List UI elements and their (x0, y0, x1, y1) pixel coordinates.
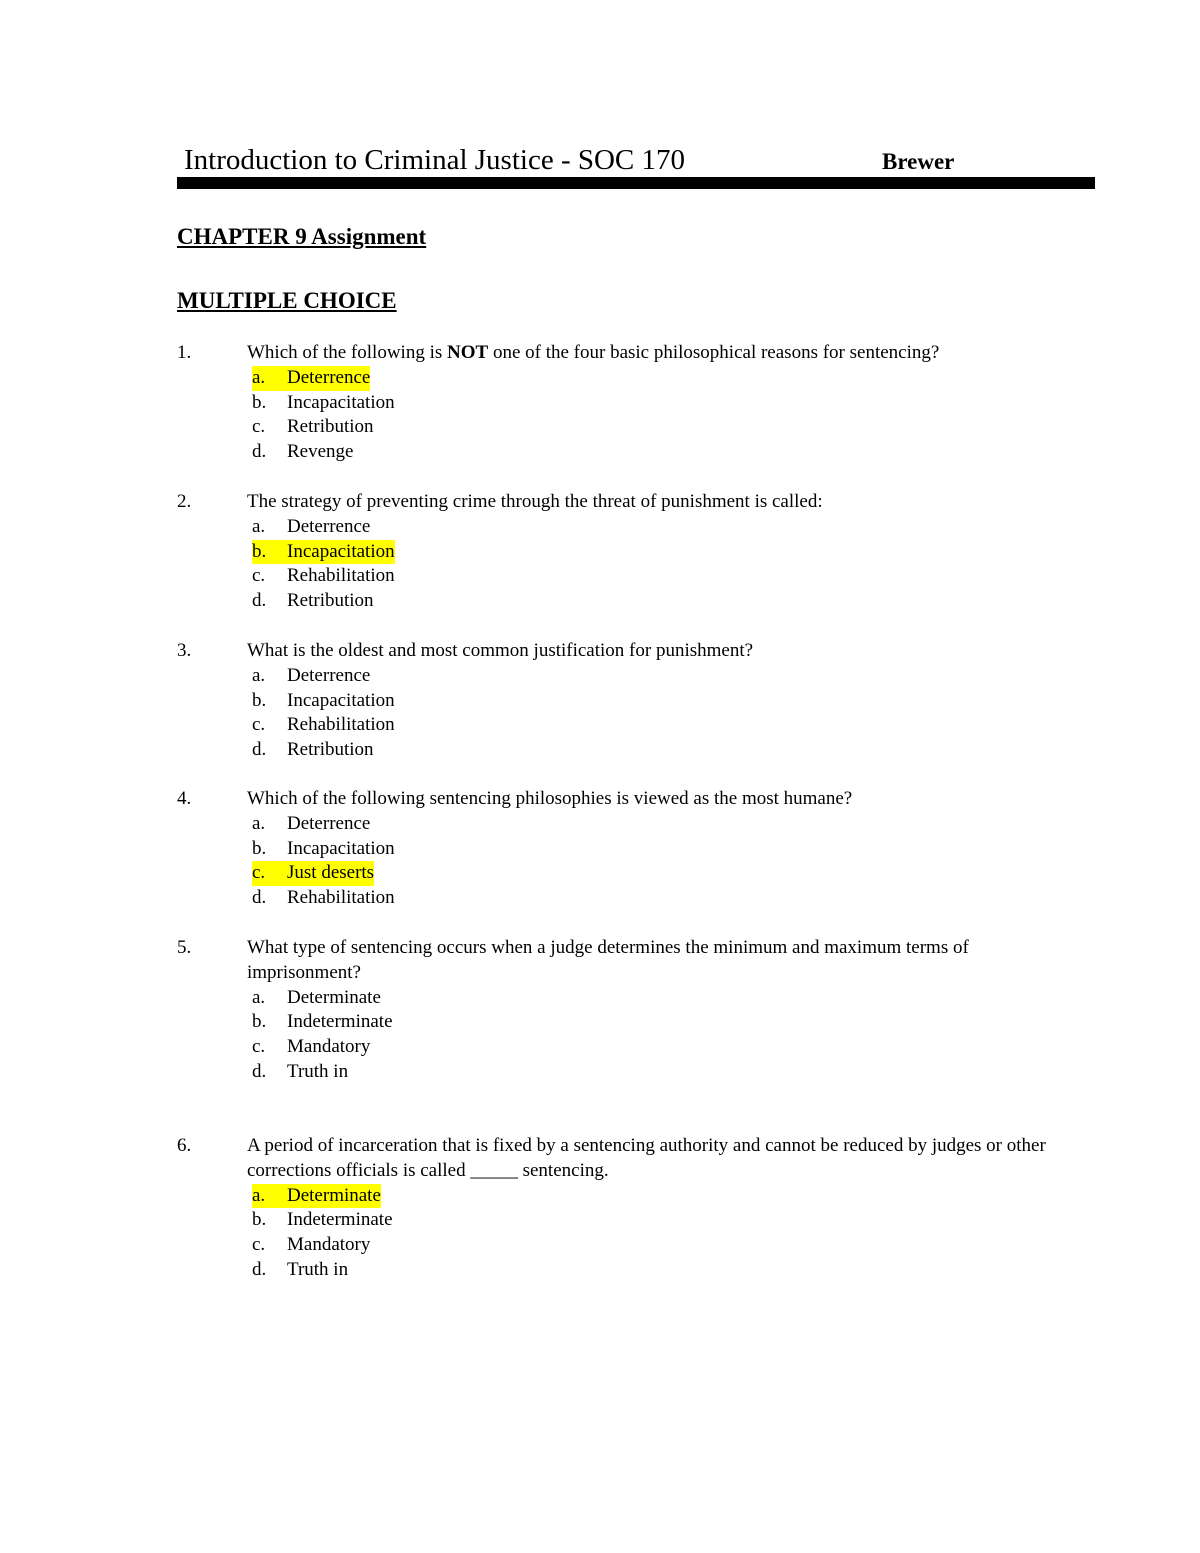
answer-option-c (252, 415, 1095, 440)
question-number: 4. (177, 788, 192, 809)
option-text: Rehabilitation (287, 565, 395, 587)
option-text: Indeterminate (287, 1209, 393, 1231)
option-text: Truth in (287, 1258, 349, 1280)
option-letter: b. (252, 689, 267, 711)
question-3 (177, 639, 1095, 763)
option-letter: d. (252, 1258, 267, 1280)
option-text: Deterrence (287, 812, 371, 834)
answer-option-a (252, 515, 1095, 540)
option-text: Deterrence (287, 515, 371, 537)
option-text: Rehabilitation (287, 714, 395, 736)
question-1 (177, 341, 1095, 465)
question-text-start: Which of the following is (247, 342, 447, 363)
answer-option-a (252, 986, 1095, 1011)
option-text: Rehabilitation (287, 887, 395, 909)
question-text: The strategy of preventing crime through the threat of punishment is called: (247, 491, 823, 512)
question-6 (177, 1134, 1095, 1283)
option-letter: d. (252, 887, 267, 909)
answer-option-d (252, 589, 1095, 614)
option-text: Determinate (287, 986, 381, 1008)
option-text: Retribution (287, 739, 374, 761)
question-number: 2. (177, 491, 192, 512)
answer-option-c (252, 1035, 1095, 1060)
option-letter: c. (252, 861, 287, 886)
question-text: What type of sentencing occurs when a judge determines the minimum and maximum terms of imprisonment? (247, 937, 969, 983)
option-letter: a. (252, 986, 266, 1008)
answer-option-d (252, 886, 1095, 911)
answer-option-c (252, 713, 1095, 738)
option-letter: c. (252, 1036, 266, 1058)
option-text: Incapacitation (287, 391, 395, 413)
answer-option-a (252, 1184, 1095, 1209)
answer-option-b (252, 540, 1095, 565)
chapter-heading: CHAPTER 9 Assignment (177, 224, 427, 249)
instructor-name: Brewer (882, 149, 955, 174)
option-letter: c. (252, 714, 266, 736)
answer-option-b (252, 391, 1095, 416)
question-number: 6. (177, 1135, 192, 1156)
answer-option-c (252, 564, 1095, 589)
option-letter: d. (252, 441, 267, 463)
option-text: Mandatory (287, 1234, 371, 1256)
option-text: Indeterminate (287, 1011, 393, 1033)
answer-option-d (252, 440, 1095, 465)
question-text: A period of incarceration that is fixed by a sentencing authority and cannot be reduced by judges or other corrections officials is called _____ sentencing. (247, 1135, 1046, 1181)
question-4 (177, 787, 1095, 911)
question-5 (177, 936, 1095, 1085)
option-letter: d. (252, 1060, 267, 1082)
question-text: What is the oldest and most common justification for punishment? (247, 640, 754, 661)
section-heading: MULTIPLE CHOICE (177, 288, 397, 313)
option-text: Determinate (287, 1184, 381, 1209)
document-header (177, 138, 1095, 182)
option-letter: b. (252, 391, 267, 413)
option-letter: c. (252, 565, 266, 587)
question-text (247, 341, 1087, 366)
option-letter: c. (252, 1234, 266, 1256)
option-text: Incapacitation (287, 837, 395, 859)
answer-option-d (252, 1258, 1095, 1283)
option-letter: b. (252, 1011, 267, 1033)
answer-option-b (252, 837, 1095, 862)
option-text: Retribution (287, 590, 374, 612)
option-text: Mandatory (287, 1036, 371, 1058)
option-text: Just deserts (287, 861, 374, 886)
option-letter: a. (252, 1184, 287, 1209)
answer-option-a (252, 366, 1095, 391)
option-text: Truth in (287, 1060, 349, 1082)
question-number: 1. (177, 342, 192, 363)
option-letter: b. (252, 837, 267, 859)
course-title: Introduction to Criminal Justice - SOC 170 (184, 144, 686, 176)
question-number: 3. (177, 640, 192, 661)
option-text: Incapacitation (287, 540, 395, 565)
option-letter: d. (252, 739, 267, 761)
option-letter: b. (252, 1209, 267, 1231)
option-letter: a. (252, 515, 266, 537)
question-text-end: one of the four basic philosophical reasons for sentencing? (488, 342, 940, 363)
option-text: Deterrence (287, 366, 370, 391)
answer-option-b (252, 689, 1095, 714)
answer-option-b (252, 1208, 1095, 1233)
option-text: Deterrence (287, 664, 371, 686)
answer-option-c (252, 861, 1095, 886)
option-text: Revenge (287, 441, 354, 463)
option-letter: d. (252, 590, 267, 612)
option-text: Retribution (287, 416, 374, 438)
option-text: Incapacitation (287, 689, 395, 711)
answer-option-d (252, 738, 1095, 763)
option-letter: a. (252, 812, 266, 834)
question-text-emphasis: NOT (447, 342, 489, 363)
answer-option-b (252, 1010, 1095, 1035)
question-number: 5. (177, 937, 192, 958)
answer-option-d (252, 1060, 1095, 1085)
option-letter: a. (252, 664, 266, 686)
option-letter: c. (252, 416, 266, 438)
header-rule (177, 177, 1095, 189)
answer-option-a (252, 664, 1095, 689)
answer-option-c (252, 1233, 1095, 1258)
question-2 (177, 490, 1095, 614)
answer-option-a (252, 812, 1095, 837)
option-letter: b. (252, 540, 287, 565)
question-text: Which of the following sentencing philosophies is viewed as the most humane? (247, 788, 853, 809)
option-letter: a. (252, 366, 287, 391)
